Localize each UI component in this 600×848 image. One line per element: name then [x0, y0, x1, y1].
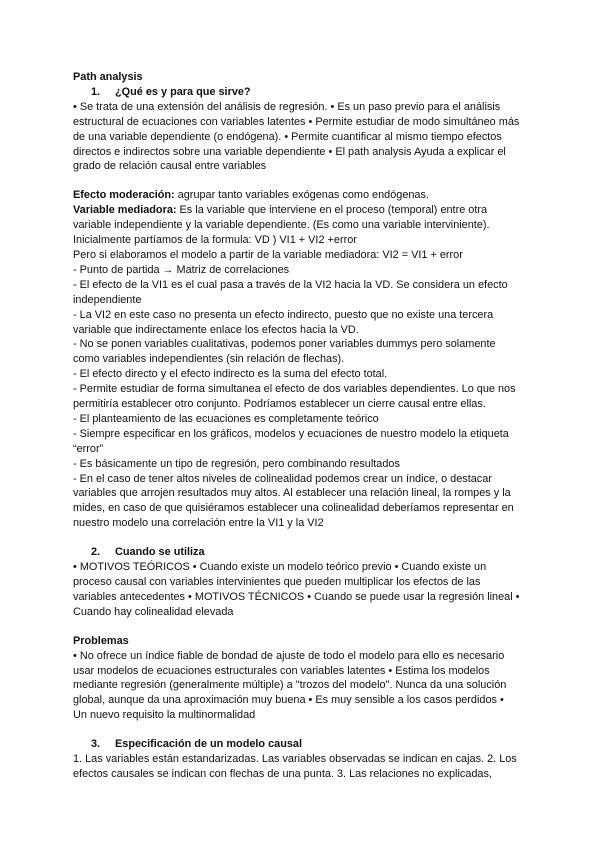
spacer [73, 531, 533, 545]
mediator-line: independiente [73, 293, 142, 306]
mediator-line: variable que indirectamente enlace los efectos hacia la VD. [73, 323, 359, 336]
section-1-line: directos e indirectos sobre una variable dependiente • El path analysis Ayuda a explicar el [73, 145, 506, 158]
moderation-text: agrupar tanto variables exógenas como endógenas. [174, 189, 429, 202]
problems-heading: Problemas [73, 634, 129, 647]
problems-line: • No ofrece un índice fiable de bondad de ajuste de todo el modelo para ello es necesario [73, 649, 505, 662]
mediator-line: “error” [73, 442, 104, 455]
section-1-line: de una variable dependiente (o endógena). • Permite cuantificar al mismo tiempo efectos [73, 130, 502, 143]
mediator-line: mides, en caso de que quisiéramos establecer una colinealidad deberíamos representar en [73, 502, 514, 515]
section-1-line: estructural de ecuaciones con variables latentes • Permite estudiar de modo simultáneo más [73, 115, 520, 128]
mediator-line: nuestro modelo una correlación entre la VI1 y la VI2 [73, 517, 324, 530]
mediator-label: Variable mediadora: [73, 204, 177, 217]
mediator-line: permitiría establecer otro conjunto. Podríamos establecer un cierre causal entre ellas. [73, 398, 486, 411]
section-2-line: • MOTIVOS TEÓRICOS • Cuando existe un modelo teórico previo • Cuando existe un [73, 561, 487, 574]
mediator-line: - El planteamiento de las ecuaciones es completamente teórico [73, 412, 379, 425]
mediator-line: - El efecto de la VI1 es el cual pasa a través de la VI2 hacia la VD. Se considera un efecto [73, 278, 508, 291]
mediator-line: variable independiente y la variable dependiente. (Es como una variable interviniente). [73, 219, 490, 232]
section-2-line: Cuando hay colinealidad elevada [73, 605, 234, 618]
section-3-line: 1. Las variables están estandarizadas. Las variables observadas se indican en cajas. 2. Los [73, 753, 517, 766]
mediator-line: - Siempre especificar en los gráficos, modelos y ecuaciones de nuestro modelo la etiqueta [73, 427, 509, 440]
section-2-line: proceso causal con variables intervinientes que pueden multiplicar los efectos de las [73, 576, 481, 588]
spacer [73, 723, 533, 737]
section-2-number: 2. [91, 546, 101, 559]
mediator-line: - En el caso de tener altos niveles de colinealidad podemos crear un índice, o destacar [73, 472, 492, 485]
document-title: Path analysis [73, 71, 143, 83]
mediator-text: Es la variable que interviene en el proceso (temporal) entre otra [176, 204, 488, 217]
section-3-line: efectos causales se indican con flechas de una punta. 3. Las relaciones no explicadas, [73, 767, 492, 780]
problems-line: Un nuevo requisito la multinormalidad [73, 709, 256, 722]
mediator-line: Pero si elaboramos el modelo a partir de la variable mediadora: VI2 = VI1 + error [73, 248, 463, 261]
mediator-line: - El efecto directo y el efecto indirecto es la suma del efecto total. [73, 368, 388, 381]
section-1-number: 1. [91, 85, 101, 98]
mediator-line: - No se ponen variables cualitativas, podemos poner variables dummys pero solamente [73, 338, 496, 351]
section-2-line: variables antecedentes • MOTIVOS TÉCNICOS • Cuando se puede usar la regresión lineal • [73, 590, 520, 603]
problems-line: global, aunque da una aproximación muy buena • Es muy sensible a los casos perdidos • [73, 694, 504, 707]
section-1-heading [73, 85, 533, 100]
problems-line: mediante regresión (generalmente múltiple) a "trozos del modelo". Nunca da una solución [73, 679, 507, 692]
section-3-heading [73, 737, 533, 752]
mediator-line: - Permite estudiar de forma simultanea el efecto de dos variables dependientes. Lo que nos [73, 383, 516, 396]
spacer [73, 174, 533, 188]
document-page [73, 70, 533, 782]
section-2-heading [73, 545, 533, 560]
section-3-title: Especificación de un modelo causal [115, 738, 303, 751]
section-3-number: 3. [91, 738, 101, 751]
mediator-line: variables que arrojen resultados muy altos. Al establecer una relación lineal, la rompes y la [73, 487, 511, 500]
moderation-label: Efecto moderación: [73, 189, 175, 202]
moderation-paragraph [73, 188, 533, 203]
mediator-line: como variables independientes (sin relación de flechas). [73, 353, 345, 366]
mediator-line: - La VI2 en este caso no presenta un efecto indirecto, puesto que no existe una tercera [73, 308, 494, 321]
section-2-title: Cuando se utiliza [115, 546, 205, 559]
problems-line: usar modelos de ecuaciones estructurales con variables latentes • Estima los modelos [73, 664, 490, 677]
section-1-line: • Se trata de una extensión del análisis de regresión. • Es un paso previo para el análisis [73, 100, 501, 113]
mediator-line: - Punto de partida → Matriz de correlaciones [73, 263, 290, 276]
spacer [73, 620, 533, 634]
section-1-line: grado de relación causal entre variables [73, 160, 267, 173]
section-1-title: ¿Qué es y para que sirve? [115, 85, 251, 98]
mediator-line: - Es básicamente un tipo de regresión, pero combinando resultados [73, 457, 400, 470]
mediator-paragraph [73, 203, 533, 218]
mediator-line: Inicialmente partíamos de la formula: VD ) VI1 + VI2 +error [73, 234, 357, 247]
